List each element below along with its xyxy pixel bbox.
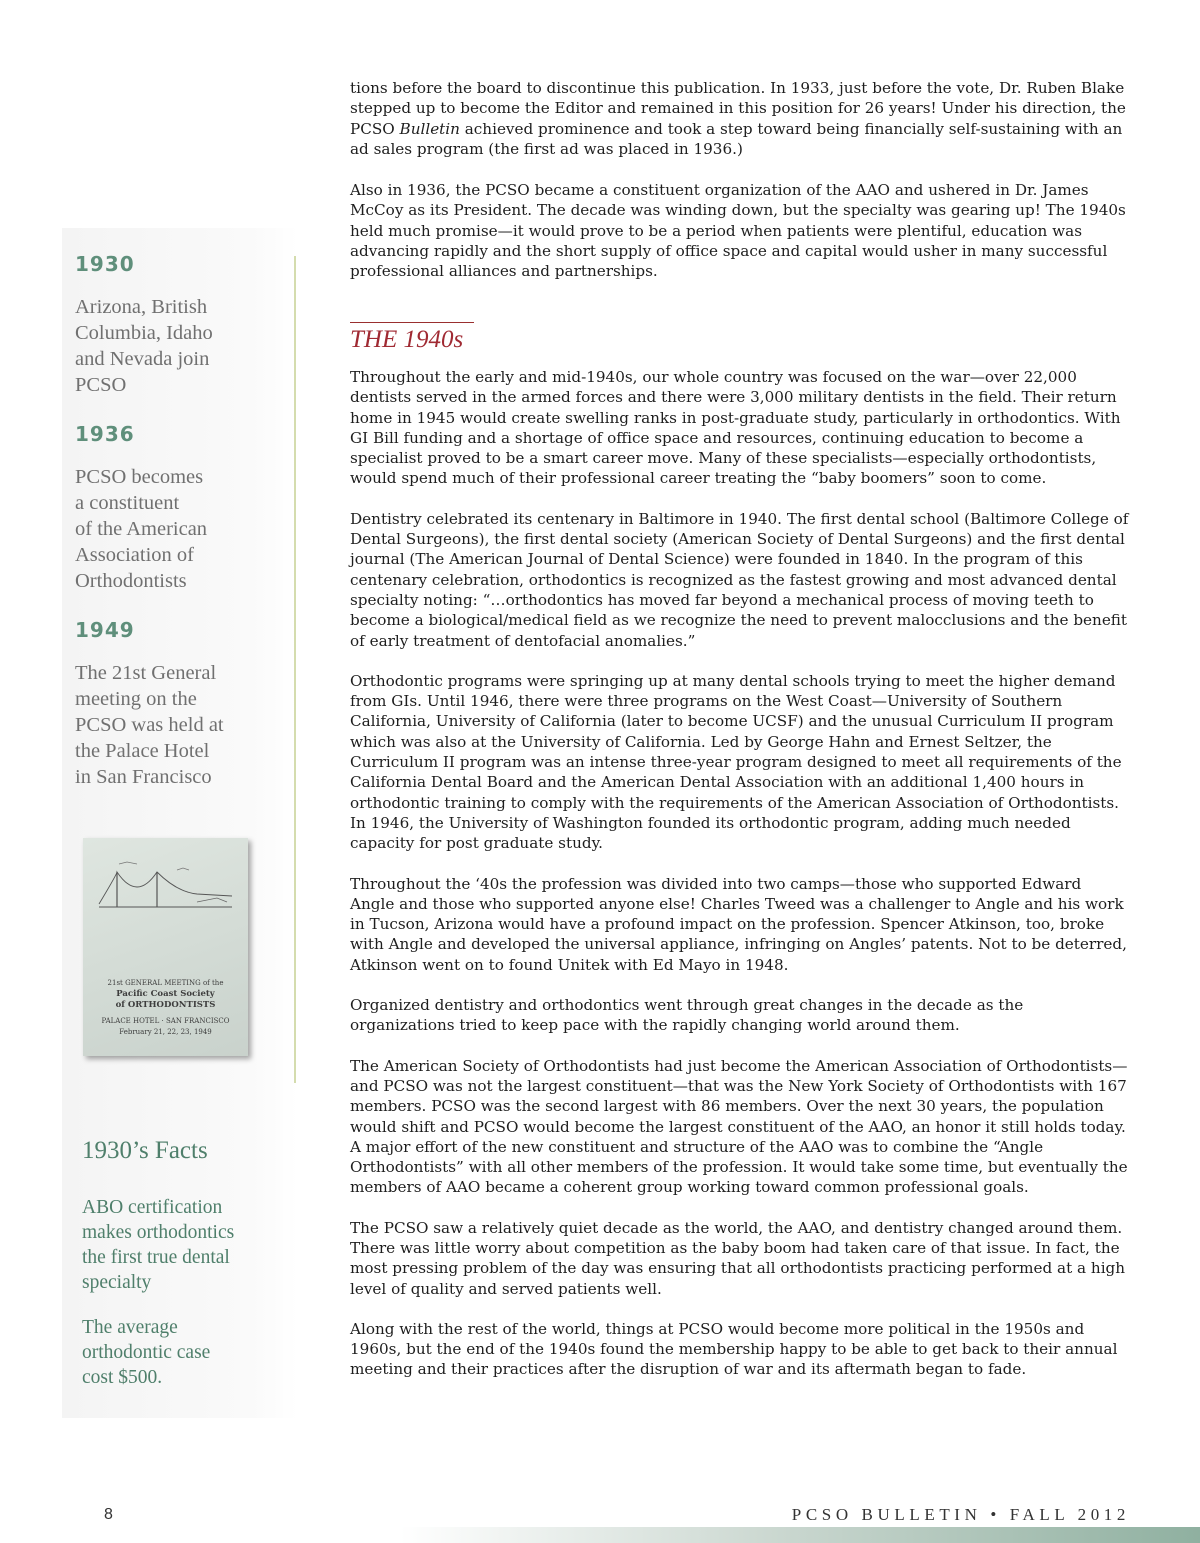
body-paragraph: The PCSO saw a relatively quiet decade as the world, the AAO, and dentistry changed around them. There was little worry about competition as the baby boom had taken care of that issue. In fact, the most pressing problem of the day was ensuring that all orthodontists practicing performed at a high level of quality and served patients well. xyxy=(350,1218,1126,1298)
program-line-1: 21st GENERAL MEETING of the xyxy=(107,979,224,987)
timeline-text: PCSO becomes a constituent of the American Association of Orthodontists xyxy=(75,466,208,592)
page-number: 8 xyxy=(104,1506,113,1523)
timeline-entry-1949 xyxy=(75,618,290,790)
program-line-2: Pacific Coast Society xyxy=(116,989,215,999)
body-paragraph: Along with the rest of the world, things at PCSO would become more political in the 1950s and 1960s, but the end of the 1940s found the membership happy to be able to get back to their annual meeting and their practices after the disruption of war and its aftermath began to fade. xyxy=(350,1319,1118,1379)
timeline-sidebar xyxy=(75,252,290,814)
body-paragraph: The American Society of Orthodontists had just become the American Association of Orthodontists—and PCSO was not the largest constituent—that was the New York Society of Orthodontists with 167 members. PCSO was the second largest with 86 members. Over the next 30 years, the population would shift and PCSO would become the largest constituent of the AAO, an honor it still holds today. A major effort of the new constituent and structure of the AAO was to combine the “Angle Orthodontists” with all other members of the profession. It would take some time, but eventually the members of AAO became a coherent group working toward common professional goals. xyxy=(350,1056,1128,1197)
program-card-text xyxy=(95,978,236,1038)
section-rule xyxy=(350,322,474,323)
program-line-3: of ORTHODONTISTS xyxy=(115,1000,216,1010)
body-paragraph: Throughout the early and mid-1940s, our whole country was focused on the war—over 22,000 dentists served in the armed forces and there were 3,000 military dentists in the field. Their return home in 1945 would create swelling ranks in post-graduate study, particularly in orthodontics. With GI Bill funding and a shortage of office space and resources, continuing education to become a specialist proved to be a smart career move. Many of these specialists—especially orthodontists, would spend much of their professional career treating the “baby boomers” soon to come. xyxy=(350,368,1121,488)
footer-publication xyxy=(792,1505,1130,1525)
article-body xyxy=(350,367,1130,1400)
body-paragraph: Organized dentistry and orthodontics went through great changes in the decade as the organizations tried to keep pace with the rapidly changing world around them. xyxy=(350,996,1024,1035)
article-intro xyxy=(350,78,1130,303)
paragraph-text: achieved prominence and took a step toward being financially self-sustaining with an ad sales program (the first ad was placed in 1936.) xyxy=(350,119,1123,158)
fact-item: ABO certification makes orthodontics the first true dental specialty xyxy=(82,1197,235,1293)
body-paragraph: Dentistry celebrated its centenary in Baltimore in 1940. The first dental school (Baltimore College of Dental Surgeons), the first dental society (American Society of Dental Surgeons) and the first dental journal (The American Journal of Dental Science) were founded in 1840. In the program of this centenary celebration, orthodontics is recognized as the fastest growing and most advanced dental specialty noting: “…orthodontics has moved far beyond a mechanical process of moving teeth to become a biological/medical field as we recognize the need to prevent malocclusions and the benefit of early treatment of dentofacial anomalies.” xyxy=(350,509,1129,650)
timeline-year: 1930 xyxy=(75,252,135,276)
footer-separator: • xyxy=(990,1505,1001,1524)
section-heading: THE 1940s xyxy=(350,326,464,353)
body-paragraph: Orthodontic programs were springing up at many dental schools trying to meet the higher demand from GIs. Until 1946, there were three programs on the West Coast—University of Southern California, University of California (later to become UCSF) and the unusual Curriculum II program which was also at the University of California. Led by George Hahn and Ernest Seltzer, the Curriculum II program was an intense three-year program designed to meet all requirements of the California Dental Board and the American Dental Association with an additional 1,400 hours in orthodontic training to comply with the requirements of the American Association of Orthodontists. In 1946, the University of Washington founded its orthodontic program, adding much needed capacity for post graduate study. xyxy=(350,671,1122,853)
program-line-4: PALACE HOTEL · SAN FRANCISCO xyxy=(101,1017,230,1025)
timeline-year: 1936 xyxy=(75,422,135,446)
timeline-entry-1930 xyxy=(75,252,290,398)
timeline-text: The 21st General meeting on the PCSO was held at the Palace Hotel in San Francisco xyxy=(75,662,224,788)
meeting-program-image xyxy=(83,838,248,1056)
bulletin-italic: Bulletin xyxy=(399,119,460,138)
timeline-entry-1936 xyxy=(75,422,290,594)
paragraph-text: tions before the board to discontinue this publication. In 1933, just before the vote, Dr. Ruben Blake stepped up to become the Editor and remained in this position for 26 years! Under his direction, the PCSO xyxy=(350,79,1126,138)
fact-item: The average orthodontic case cost $500. xyxy=(82,1317,211,1388)
facts-title: 1930’s Facts xyxy=(82,1137,208,1164)
program-line-5: February 21, 22, 23, 1949 xyxy=(119,1028,212,1036)
intro-paragraph-1 xyxy=(350,78,1130,159)
timeline-year: 1949 xyxy=(75,618,135,642)
timeline-divider-line xyxy=(294,256,296,1083)
facts-box xyxy=(82,1137,282,1410)
intro-paragraph-2: Also in 1936, the PCSO became a constituent organization of the AAO and ushered in Dr. James McCoy as its President. The decade was winding down, but the specialty was gearing up! The 1940s held much promise—it would prove to be a period when patients were plentiful, education was advancing rapidly and the short supply of office space and capital would usher in many successful professional alliances and partnerships. xyxy=(350,181,1126,281)
timeline-text: Arizona, British Columbia, Idaho and Nevada join PCSO xyxy=(75,296,213,396)
bridge-sketch-icon xyxy=(97,852,234,922)
body-paragraph: Throughout the ‘40s the profession was divided into two camps—those who supported Edward Angle and those who supported anyone else! Charles Tweed was a challenger to Angle and his work in Tucson, Arizona would have a profound impact on the profession. Spencer Atkinson, too, broke with Angle and developed the universal appliance, infringing on Angles’ patents. Not to be deterred, Atkinson went on to found Unitek with Ed Mayo in 1948. xyxy=(350,874,1127,974)
footer-gradient-bar xyxy=(400,1527,1200,1543)
publication-name: PCSO BULLETIN xyxy=(791,1505,982,1524)
issue-label: FALL 2012 xyxy=(1009,1505,1130,1524)
